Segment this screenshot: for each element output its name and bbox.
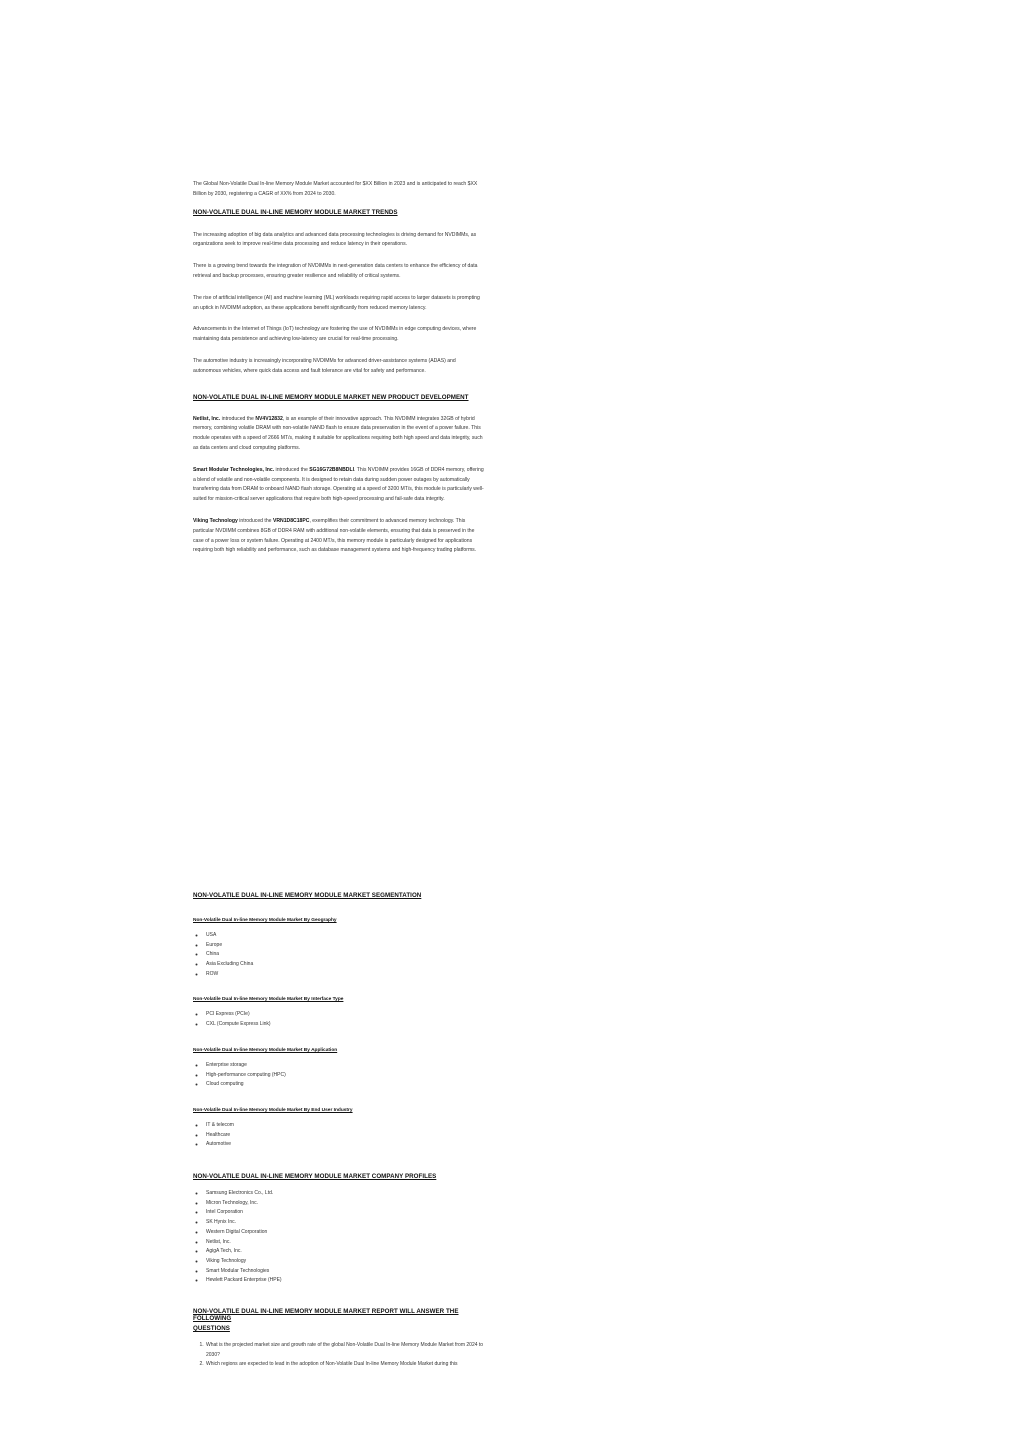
npd-paragraph: Viking Technology introduced the VRN1D8C18PC, exemplifies their commitment to advanced memory technology. This particular NVDIMM combines 8GB of DDR4 RAM with additional non-volatile elements, ensuring that data is preserved in the case of a power loss or system failure. Operating at 2400 MT/s, this memory module is particularly designed for applications requiring both high reliability and performance, such as database management systems and high-frequency trading platforms. [193, 517, 477, 554]
questions-heading-continued: QUESTIONS [193, 1325, 230, 1332]
questions-heading: NON-VOLATILE DUAL IN-LINE MEMORY MODULE MARKET REPORT WILL ANSWER THE FOLLOWING [193, 1308, 459, 1322]
company-list [193, 1189, 497, 1286]
trend-paragraph: Advancements in the Internet of Things (IoT) technology are fostering the use of NVDIMMs in edge computing devices, where maintaining data persistence and achieving low-latency are crucial for real-time processing. [193, 326, 477, 343]
list-item: 2. Which regions are expected to lead in the adoption of Non-Volatile Dual In-line Memory Module Market during this [205, 1360, 497, 1370]
product-code: SG16G72B8NBDLI [309, 466, 354, 473]
list-item: ◦ Micron Technology, Inc. [205, 1199, 497, 1209]
product-code: NV4V12832 [255, 415, 283, 422]
list-item: ◦ Cloud computing [205, 1080, 497, 1090]
list-item: ◦ Enterprise storage [205, 1061, 497, 1071]
list-item: ◦ USA [205, 931, 497, 941]
segment-title: Non-Volatile Dual In-line Memory Module Market By Geography [193, 918, 337, 923]
list-item: ◦ Europe [205, 941, 497, 951]
company-name: Smart Modular Technologies, Inc. [193, 466, 275, 473]
list-item: ◦ Automotive [205, 1140, 497, 1150]
segment-list [193, 1121, 497, 1150]
product-code: VRN1D8C18PC [272, 517, 310, 524]
company-name: Viking Technology [193, 517, 238, 524]
list-item: ◦ SK Hynix Inc. [205, 1218, 497, 1228]
trends-heading: NON-VOLATILE DUAL IN-LINE MEMORY MODULE MARKET TRENDS [193, 208, 398, 216]
segment-title: Non-Volatile Dual In-line Memory Module Market By Application [193, 1048, 338, 1053]
list-item: ◦ High-performance computing (HPC) [205, 1071, 497, 1081]
questions-list [193, 1341, 497, 1370]
segment-title: Non-Volatile Dual In-line Memory Module Market By Interface Type [193, 997, 344, 1002]
list-item: ◦ Asia Excluding China [205, 960, 497, 970]
segmentation-heading: NON-VOLATILE DUAL IN-LINE MEMORY MODULE MARKET SEGMENTATION [193, 892, 422, 899]
npd-paragraph: Netlist, Inc. introduced the NV4V12832, is an example of their innovative approach. This NVDIMM integrates 32GB of hybrid memory, combining volatile DRAM with non-volatile NAND flash to ensure data preservation in the event of a power failure. This module operates with a speed of 2666 MT/s, making it suitable for applications requiring both high speed and data integrity, such as data centers and cloud computing platforms. [193, 415, 483, 451]
list-item: ◦ ROW [205, 970, 497, 980]
list-item: ◦ AgigA Tech, Inc. [205, 1247, 497, 1257]
list-item: ◦ Samsung Electronics Co., Ltd. [205, 1189, 497, 1199]
list-item: ◦ Viking Technology [205, 1257, 497, 1267]
trend-paragraph: The increasing adoption of big data analytics and advanced data processing technologies is driving demand for NVDIMMs, as organizations seek to improve real-time data processing and reduce latency in their operations. [193, 231, 477, 248]
list-item: ◦ Smart Modular Technologies [205, 1267, 497, 1277]
list-item: ◦ Netlist, Inc. [205, 1238, 497, 1248]
segment-list [193, 931, 497, 980]
list-item: ◦ China [205, 950, 497, 960]
list-item: ◦ Hewlett Packard Enterprise (HPE) [205, 1276, 497, 1286]
trend-paragraph: The automotive industry is increasingly incorporating NVDIMMs for advanced driver-assistance systems (ADAS) and autonomous vehicles, where quick data access and fault tolerance are vital for safety and performance. [193, 357, 456, 374]
segment-title: Non-Volatile Dual In-line Memory Module Market By End User Industry [193, 1108, 353, 1113]
company-name: Netlist, Inc. [193, 415, 221, 422]
trend-paragraph: There is a growing trend towards the integration of NVDIMMs in next-generation data centers to enhance the efficiency of data retrieval and backup processes, ensuring greater resilience and reliability of critical systems. [193, 263, 478, 279]
list-item: ◦ Healthcare [205, 1131, 497, 1141]
segment-list [193, 1010, 497, 1029]
list-item: ◦ CXL (Compute Express Link) [205, 1020, 497, 1030]
list-item: ◦ Intel Corporation [205, 1208, 497, 1218]
list-item: ◦ PCI Express (PCIe) [205, 1010, 497, 1020]
intro-paragraph: The Global Non-Volatile Dual In-line Memory Module Market accounted for $XX Billion in 2023 and is anticipated to reach $XX Billion by 2030, registering a CAGR of XX% from 2024 to 2030. [193, 181, 478, 197]
list-item: ◦ Western Digital Corporation [205, 1228, 497, 1238]
list-item: ◦ IT & telecom [205, 1121, 497, 1131]
npd-heading: NON-VOLATILE DUAL IN-LINE MEMORY MODULE MARKET NEW PRODUCT DEVELOPMENT [193, 393, 469, 401]
profiles-heading: NON-VOLATILE DUAL IN-LINE MEMORY MODULE MARKET COMPANY PROFILES [193, 1173, 437, 1180]
upper-content [193, 180, 485, 556]
trend-paragraph: The rise of artificial intelligence (AI) and machine learning (ML) workloads requiring rapid access to larger datasets is prompting an uptick in NVDIMM adoption, as these applications benefit significantly from reduced memory latency. [193, 294, 480, 311]
list-item: 1. What is the projected market size and growth rate of the global Non-Volatile Dual In-line Memory Module Market from 2024 to 2030? [205, 1341, 497, 1360]
npd-paragraph: Smart Modular Technologies, Inc. introduced the SG16G72B8NBDLI. This NVDIMM provides 16GB of DDR4 memory, offering a blend of volatile and non-volatile components. It is designed to retain data during sudden power outages by automatically transferring data from DRAM to onboard NAND flash storage. Operating at a speed of 3200 MT/s, this module is particularly well-suited for mission-critical server applications that require both high-speed processing and fail-safe data integrity. [193, 466, 484, 503]
segment-list [193, 1061, 497, 1090]
